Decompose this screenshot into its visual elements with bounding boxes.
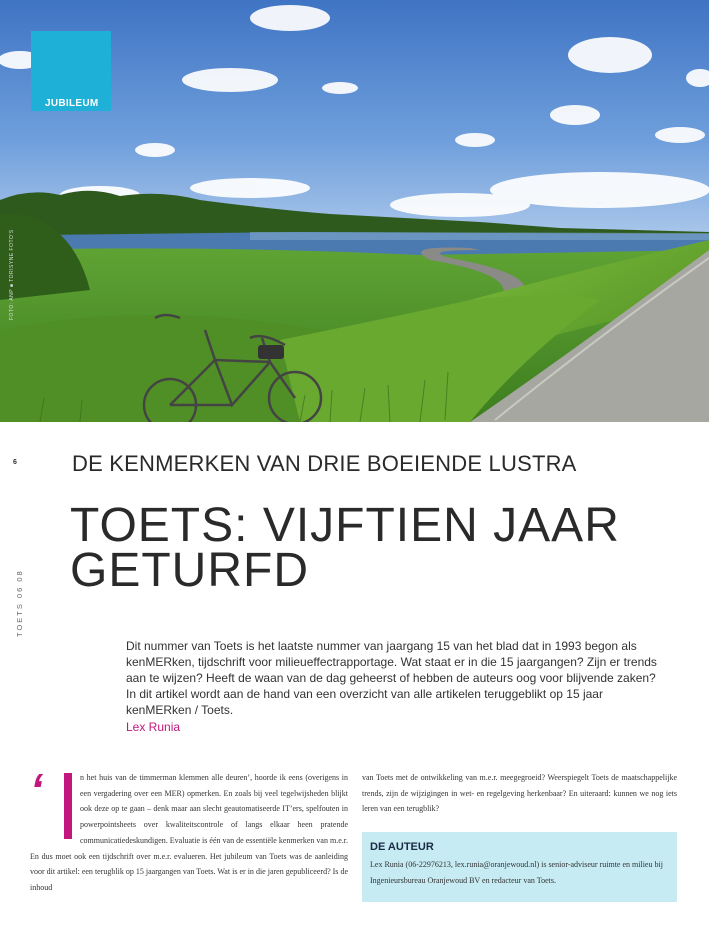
photo-credit: FOTO: ANP ■ TORISYNE FOTO'S — [9, 229, 15, 320]
cover-photo — [0, 0, 709, 422]
article-kicker: DE KENMERKEN VAN DRIE BOEIENDE LUSTRA — [72, 451, 577, 476]
section-tag-label: JUBILEUM — [45, 98, 99, 109]
intro-text: Dit nummer van Toets is het laatste nummer van jaargang 15 van het blad dat in 1993 begon als kenMERken, tijdschrift voor milieueffectrapportage. Wat staat er in die 15 jaargangen? Zijn er trends aan te wijzen? Heeft de waan van de dag geheerst of hebben de auteurs oog voor blijvende zaken? In dit artikel wordt aan de hand van een overzicht van alle artikelen teruggeblikt op 15 jaar kenMERken / Toets. — [126, 639, 657, 717]
magazine-issue-label: TOETS 06 08 — [15, 569, 24, 637]
body-column-left — [30, 764, 348, 896]
body-column-right — [362, 770, 677, 817]
dropcap-letter-bar — [64, 773, 72, 839]
page-number: 6 — [13, 459, 17, 466]
author-box — [362, 832, 677, 902]
body-text-left: n het huis van de timmerman klemmen alle deuren’, hoorde ik eens (overigens in een vergadering over een MER) opmerken. En zoals bij veel tegelwijsheden blijkt ook deze op te gaan – denk maar aan slecht geautomatiseerde IT’ers, spelfouten in powerpointsheets over kwaliteitscontrole of langs elkaar heen pratende communicatiedeskundigen. Evaluatie is één van de essentiële kenmerken van m.e.r. En dus moet ook een tijdschrift over m.e.r. evalueren. Het jubileum van Toets was de aanleiding voor dit artikel: een terugblik op 15 jaargangen van Toets. Wat is er in die jaren gepubliceerd? Is de inhoud — [30, 773, 348, 892]
section-tag — [31, 31, 111, 111]
author-box-heading: DE AUTEUR — [370, 841, 434, 853]
article-title: TOETS: VIJFTIEN JAAR GETURFD — [70, 499, 620, 597]
body-text-right: van Toets met de ontwikkeling van m.e.r. meegegroeid? Weerspiegelt Toets de maatschappelijke trends, zijn de wijzigingen in wet- en regelgeving herkenbaar? En uiteraard: kunnen we nog iets leren van een terugblik? — [362, 773, 677, 814]
article-intro — [126, 638, 661, 735]
dropcap-quote: ‘ — [30, 764, 43, 816]
intro-author: Lex Runia — [126, 720, 181, 734]
author-box-text: Lex Runia (06-22976213, lex.runia@oranjewoud.nl) is senior-adviseur ruimte en milieu bij Ingenieursbureau Oranjewoud BV en redacteur van Toets. — [370, 860, 663, 885]
